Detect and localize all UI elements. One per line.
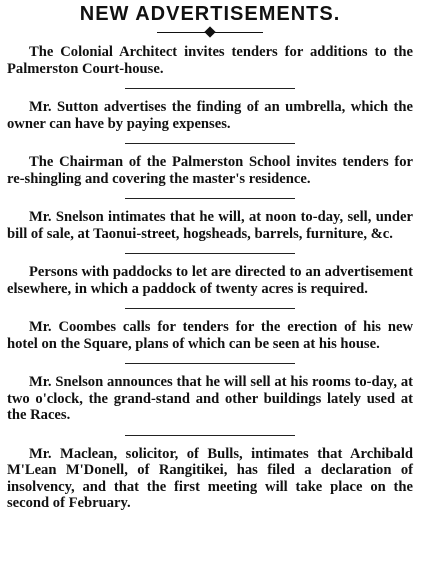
separator-rule [125, 88, 295, 89]
separator-rule [125, 198, 295, 199]
separator-rule [125, 143, 295, 144]
notice-text: Persons with paddocks to let are directed to an advertisement elsewhere, in which a paddock of twenty acres is required. [7, 264, 413, 297]
advertisement-notice-5 [7, 264, 413, 297]
notice-text: Mr. Snelson announces that he will sell at his rooms to-day, at two o'clock, the grand-stand and other buildings lately used at the Races. [7, 374, 413, 423]
notice-text: Mr. Sutton advertises the finding of an umbrella, which the owner can have by paying expenses. [7, 99, 413, 132]
advertisement-notice-4 [7, 209, 413, 242]
advertisement-notice-6 [7, 319, 413, 352]
advertisement-notice-7 [7, 374, 413, 424]
separator-rule [125, 435, 295, 436]
separator-rule [125, 308, 295, 309]
notice-text: The Colonial Architect invites tenders for additions to the Palmerston Court-house. [7, 44, 413, 77]
notice-text: Mr. Snelson intimates that he will, at noon to-day, sell, under bill of sale, at Taonui-street, hogsheads, barrels, furniture, &c. [7, 209, 413, 242]
separator-rule [125, 363, 295, 364]
section-heading: NEW ADVERTISEMENTS. [79, 3, 341, 25]
advertisement-notice-2 [7, 99, 413, 132]
notice-text: Mr. Maclean, solicitor, of Bulls, intimates that Archibald M'Lean M'Donell, of Rangitikei, has filed a declaration of insolvency, and that the first meeting will take place on the second of February. [7, 445, 413, 511]
notice-text: Mr. Coombes calls for tenders for the erection of his new hotel on the Square, plans of which can be seen at his house. [7, 319, 413, 352]
notice-text: The Chairman of the Palmerston School invites tenders for re-shingling and covering the master's residence. [7, 154, 413, 187]
advertisement-notice-1 [7, 44, 413, 77]
advertisement-notice-8 [7, 446, 413, 512]
advertisement-notice-3 [7, 154, 413, 187]
ornamental-rule-icon [7, 26, 413, 40]
separator-rule [125, 253, 295, 254]
